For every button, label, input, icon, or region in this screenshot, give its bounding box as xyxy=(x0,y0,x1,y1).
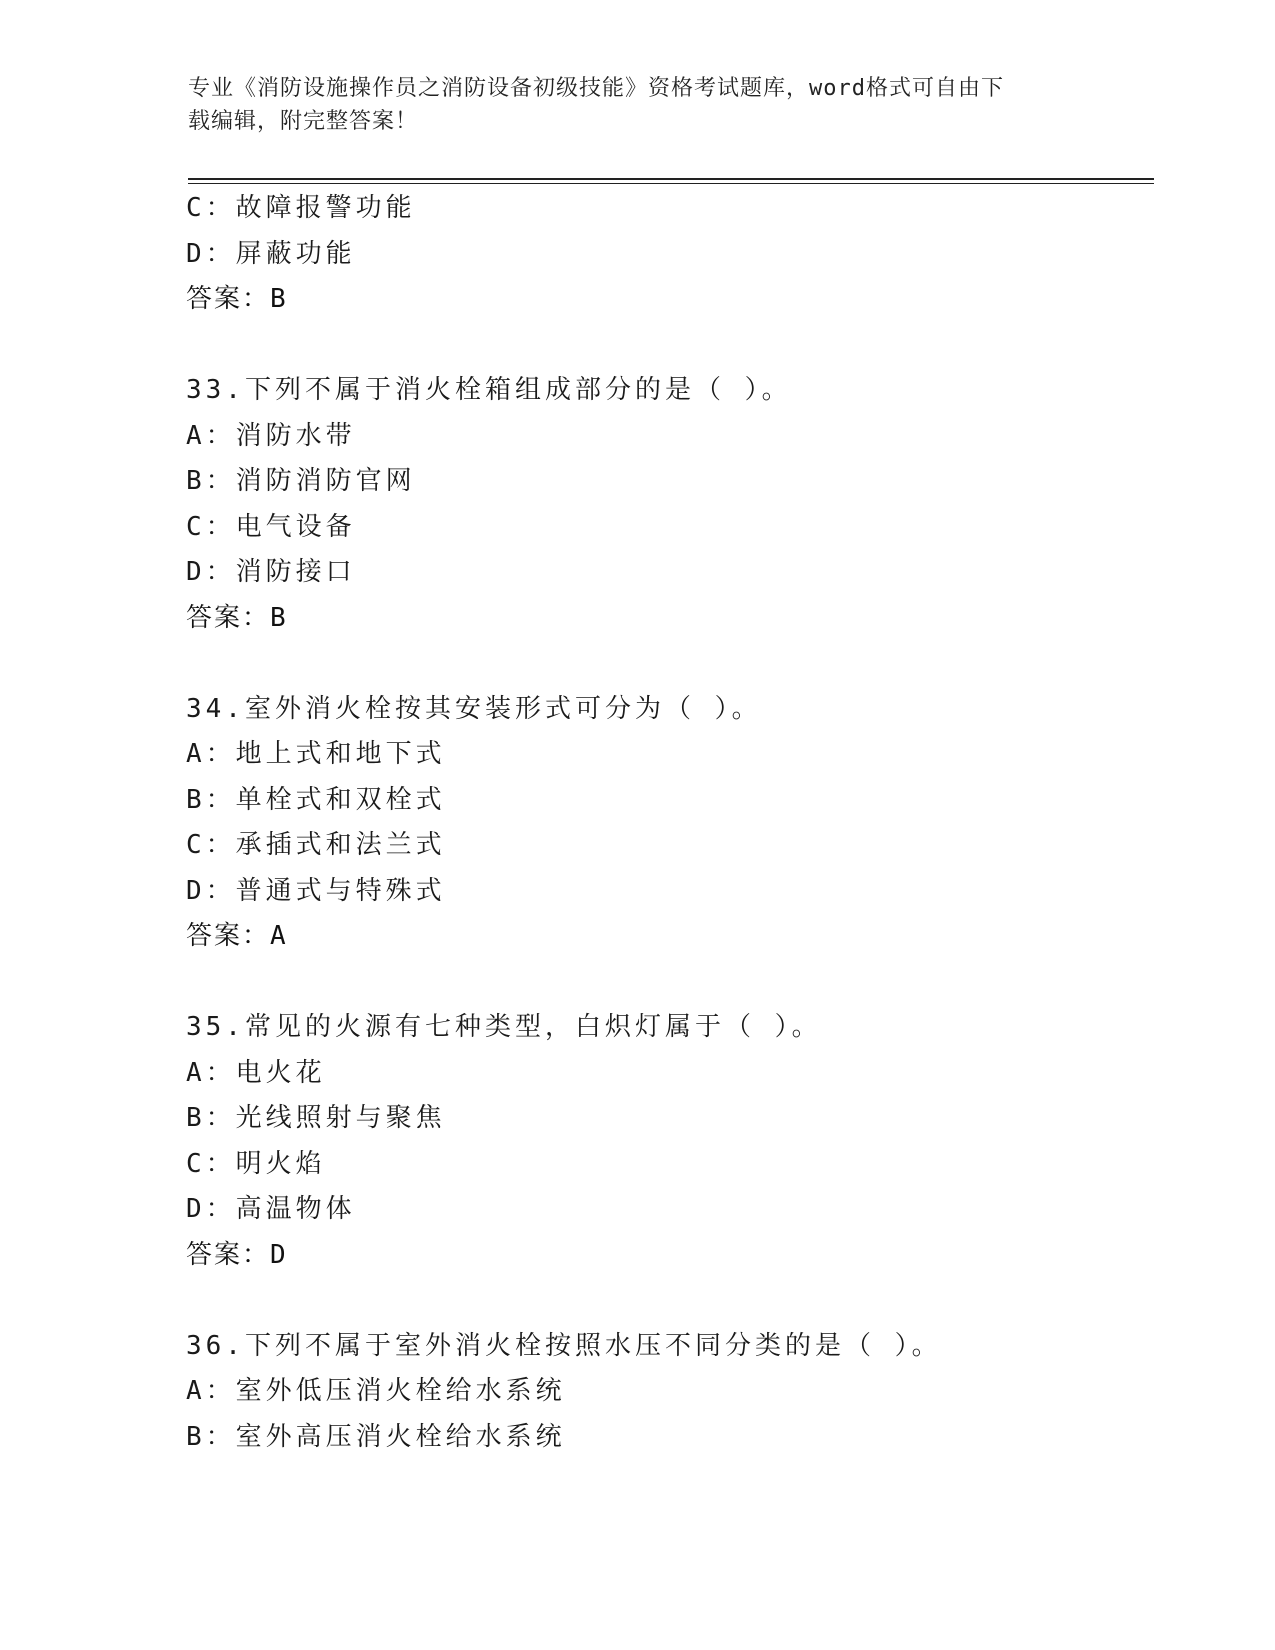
answer: 答案：A xyxy=(186,921,288,951)
option-b xyxy=(186,459,1146,505)
option-label: A： xyxy=(186,1376,236,1406)
option-label: B： xyxy=(186,466,236,496)
option-text: 电火花 xyxy=(235,1057,326,1088)
header-divider-thin xyxy=(188,183,1154,184)
option-label: C： xyxy=(186,830,236,860)
option-text: 故障报警功能 xyxy=(235,193,416,223)
answer: 答案：D xyxy=(186,1239,288,1270)
spacer xyxy=(186,960,1146,1006)
option-label: A： xyxy=(186,739,236,769)
header-line-2: 载编辑，附完整答案！ xyxy=(188,109,419,134)
option-c xyxy=(186,186,1146,232)
option-c xyxy=(186,1142,1146,1188)
option-label: C： xyxy=(186,511,236,542)
option-a xyxy=(186,732,1146,778)
question-35 xyxy=(186,1005,1146,1278)
option-c xyxy=(186,823,1146,869)
option-label: A： xyxy=(186,1057,236,1088)
option-label: B： xyxy=(186,784,236,815)
option-a xyxy=(186,414,1146,460)
option-a xyxy=(186,1051,1146,1097)
option-label: A： xyxy=(186,420,236,451)
option-label: C： xyxy=(186,193,236,223)
question-36 xyxy=(186,1324,1146,1461)
question-content xyxy=(186,186,1146,1460)
option-text: 光线照射与聚焦 xyxy=(235,1103,446,1133)
option-text: 单栓式和双栓式 xyxy=(235,784,446,815)
option-label: D： xyxy=(186,557,236,587)
question-stem: 33.下列不属于消火栓箱组成部分的是（ ）。 xyxy=(186,375,792,405)
option-text: 承插式和法兰式 xyxy=(235,830,446,860)
option-text: 消防消防官网 xyxy=(235,466,416,496)
option-d xyxy=(186,232,1146,278)
option-label: D： xyxy=(186,238,236,269)
document-header xyxy=(188,72,1068,138)
option-d xyxy=(186,550,1146,596)
answer: 答案：B xyxy=(186,602,288,633)
header-divider-thick xyxy=(188,178,1154,180)
option-c xyxy=(186,505,1146,551)
spacer xyxy=(186,1278,1146,1324)
option-label: D： xyxy=(186,1194,236,1224)
question-34 xyxy=(186,687,1146,960)
option-text: 电气设备 xyxy=(235,511,356,542)
option-text: 消防水带 xyxy=(235,420,356,451)
header-line-1: 专业《消防设施操作员之消防设备初级技能》资格考试题库，word格式可自由下 xyxy=(188,76,1004,101)
question-stem: 34.室外消火栓按其安装形式可分为（ ）。 xyxy=(186,693,762,724)
option-a xyxy=(186,1369,1146,1415)
option-label: B： xyxy=(186,1421,236,1452)
option-text: 室外低压消火栓给水系统 xyxy=(235,1376,566,1406)
spacer xyxy=(186,641,1146,687)
option-d xyxy=(186,869,1146,915)
question-stem: 36.下列不属于室外消火栓按照水压不同分类的是（ ）。 xyxy=(186,1330,942,1361)
option-text: 地上式和地下式 xyxy=(235,739,446,769)
option-text: 消防接口 xyxy=(235,557,356,587)
option-b xyxy=(186,778,1146,824)
spacer xyxy=(186,323,1146,369)
question-partial xyxy=(186,186,1146,323)
question-stem: 35.常见的火源有七种类型，白炽灯属于（ ）。 xyxy=(186,1012,822,1042)
option-b xyxy=(186,1096,1146,1142)
option-label: D： xyxy=(186,875,236,906)
option-text: 屏蔽功能 xyxy=(235,238,356,269)
option-d xyxy=(186,1187,1146,1233)
option-text: 明火焰 xyxy=(235,1148,326,1179)
answer: 答案：B xyxy=(186,284,288,314)
option-text: 室外高压消火栓给水系统 xyxy=(235,1421,566,1452)
question-33 xyxy=(186,368,1146,641)
option-label: B： xyxy=(186,1103,236,1133)
option-text: 普通式与特殊式 xyxy=(235,875,446,906)
option-b xyxy=(186,1415,1146,1461)
option-text: 高温物体 xyxy=(235,1194,356,1224)
option-label: C： xyxy=(186,1148,236,1179)
